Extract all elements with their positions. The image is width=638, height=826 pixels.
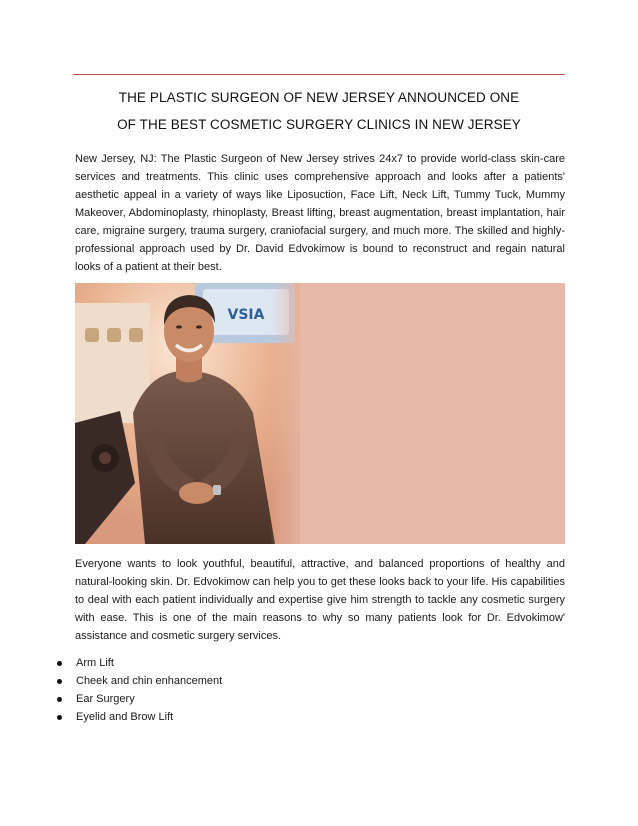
list-item	[57, 708, 222, 726]
bullet-icon	[57, 697, 62, 702]
bullet-icon	[57, 715, 62, 720]
body-paragraph: Everyone wants to look youthful, beautiful, attractive, and balanced proportions of healthy and natural-looking skin. Dr. Edvokimow can help you to get these looks back to your life. His capabilities to deal with each patient individually and expertise give him strength to tackle any cosmetic surgery with ease. This is one of the main reasons to why so many patients look for Dr. Edvokimow' assistance and cosmetic surgery services.	[75, 558, 565, 642]
page-title	[66, 84, 572, 138]
intro-paragraph: New Jersey, NJ: The Plastic Surgeon of New Jersey strives 24x7 to provide world-class skin-care services and treatments. This clinic uses comprehensive approach and looks after a patients' aesthetic appeal in a variety of ways like Liposuction, Face Lift, Neck Lift, Tummy Tuck, Mummy Makeover, Abdominoplasty, rhinoplasty, Breast lifting, breast augmentation, breast implantation, hair care, migraine surgery, trauma surgery, craniofacial surgery, and much more. The skilled and highly-professional approach used by Dr. David Edvokimow is bound to reconstruct and regain natural looks of a patient at their best.	[75, 153, 565, 273]
service-label: Eyelid and Brow Lift	[76, 711, 174, 723]
bullet-icon	[57, 679, 62, 684]
list-item	[57, 672, 222, 690]
list-item	[57, 690, 222, 708]
screen-logo-text: VSIA	[227, 307, 265, 323]
doctor-photo-illustration	[75, 283, 565, 544]
title-rule	[73, 74, 565, 75]
list-item	[57, 654, 222, 672]
services-list	[57, 654, 222, 726]
title-line-1: THE PLASTIC SURGEON OF NEW JERSEY ANNOUNCED ONE	[118, 90, 520, 105]
bullet-icon	[57, 661, 62, 666]
service-label: Cheek and chin enhancement	[76, 675, 223, 687]
title-line-2: OF THE BEST COSMETIC SURGERY CLINICS IN NEW JERSEY	[117, 117, 521, 132]
doctor-photo	[75, 283, 565, 544]
service-label: Ear Surgery	[76, 693, 135, 705]
service-label: Arm Lift	[76, 657, 114, 669]
